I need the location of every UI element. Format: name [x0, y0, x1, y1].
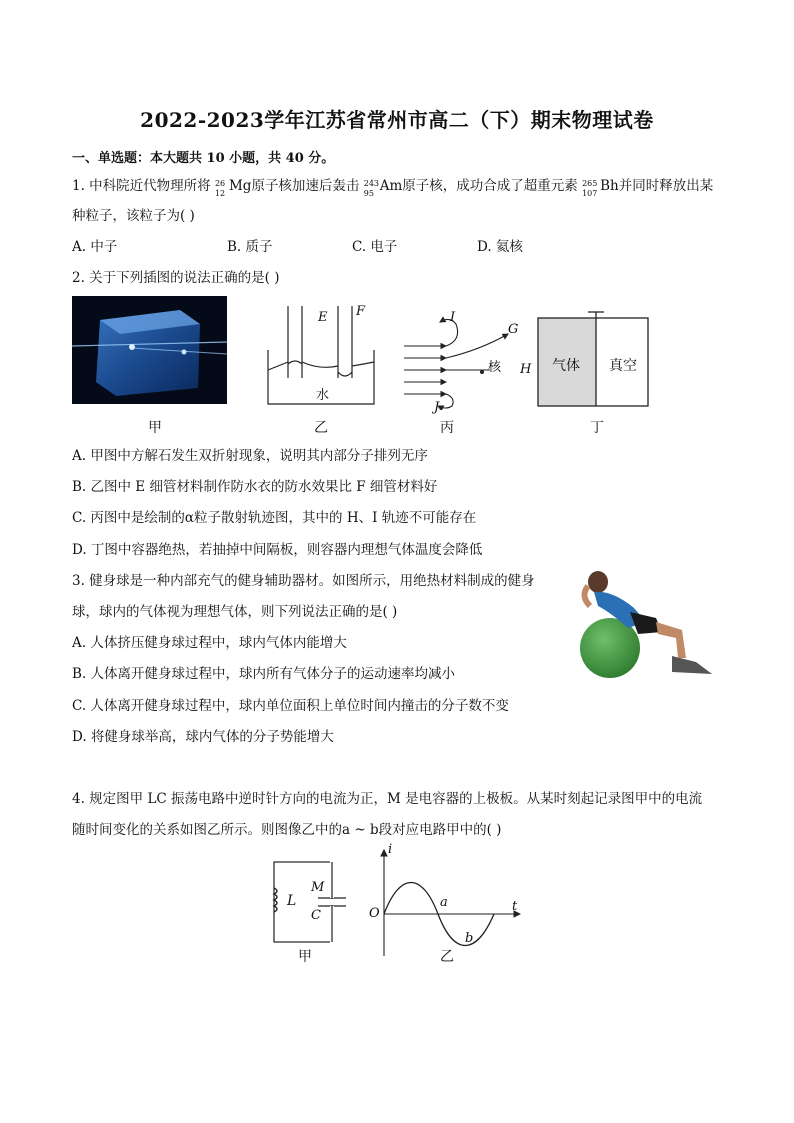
caption-yi: 乙: [314, 420, 328, 436]
label-m: M: [311, 880, 325, 895]
label-g: G: [508, 322, 519, 337]
caption-ding: 丁: [590, 420, 604, 436]
q1-stem-line1: [72, 176, 713, 196]
q1-options: [72, 237, 722, 257]
label-nucleus: 核: [488, 360, 502, 375]
q2-option-a[interactable]: A. 甲图中方解石发生双折射现象，说明其内部分子排列无序: [72, 448, 428, 464]
q1-option-a[interactable]: A. 中子: [72, 239, 118, 255]
caption-yi-4: 乙: [440, 949, 454, 965]
q2-option-b[interactable]: B. 乙图中 E 细管材料制作防水衣的防水效果比 F 细管材料好: [72, 479, 438, 495]
q1-option-b[interactable]: B. 质子: [227, 239, 273, 255]
q1-option-c[interactable]: C. 电子: [352, 239, 398, 255]
page-title: 2022-2023学年江苏省常州市高二（下）期末物理试卷: [140, 108, 654, 132]
q2-option-d[interactable]: D. 丁图中容器绝热，若抽掉中间隔板，则容器内理想气体温度会降低: [72, 542, 483, 558]
q4-stem-line1: 4. 规定图甲 LC 振荡电路中逆时针方向的电流为正，M 是电容器的上极板。从某时刻起记录图甲中的电流: [72, 791, 703, 807]
am-nuclide: 243 95: [363, 179, 380, 198]
section-heading: 一、单选题：本大题共 10 小题，共 40 分。: [72, 151, 335, 166]
caption-jia-4: 甲: [298, 949, 312, 965]
axis-label-i: i: [388, 842, 393, 857]
origin-label: O: [369, 906, 380, 921]
label-l: L: [287, 893, 297, 909]
mg-nuclide: 26 12: [214, 179, 226, 198]
axis-label-t: t: [512, 899, 518, 914]
label-water: 水: [316, 388, 330, 403]
label-vacuum: 真空: [609, 358, 637, 374]
label-h: H: [520, 362, 532, 377]
bh-nuclide: 265 107: [582, 179, 598, 198]
q1-text-c: 原子核，成功合成了超重元素: [402, 178, 578, 194]
label-i: I: [450, 310, 456, 325]
q1-text-d: 并同时释放出某: [618, 178, 714, 194]
bh-symbol: Bh: [600, 178, 619, 194]
q3-option-b[interactable]: B. 人体离开健身球过程中，球内所有气体分子的运动速率均减小: [72, 666, 456, 682]
label-gas: 气体: [552, 358, 580, 374]
q3-option-c[interactable]: C. 人体离开健身球过程中，球内单位面积上单位时间内撞击的分子数不变: [72, 698, 509, 714]
q3-option-d[interactable]: D. 将健身球举高，球内气体的分子势能增大: [72, 729, 334, 745]
caption-bing: 丙: [440, 420, 454, 436]
label-j: J: [434, 400, 440, 415]
q4-stem-line2: 随时间变化的关系如图乙所示。则图像乙中的a ~ b段对应电路甲中的( ): [72, 822, 502, 838]
q1-text-a: 1. 中科院近代物理所将: [72, 178, 211, 194]
am-symbol: Am: [379, 178, 403, 194]
q2-stem: 2. 关于下列插图的说法正确的是( ): [72, 270, 280, 286]
q3-stem-line1: 3. 健身球是一种内部充气的健身辅助器材。如图所示，用绝热材料制成的健身: [72, 573, 535, 589]
point-label-b: b: [465, 931, 474, 946]
q3-option-a[interactable]: A. 人体挤压健身球过程中，球内气体内能增大: [72, 635, 347, 651]
lc-circuit-figure: [268, 858, 348, 948]
q2-option-c[interactable]: C. 丙图中是绘制的α粒子散射轨迹图，其中的 H、I 轨迹不可能存在: [72, 510, 477, 526]
q1-stem-line2: 种粒子，该粒子为( ): [72, 208, 195, 224]
caption-jia: 甲: [148, 420, 162, 436]
q1-option-d[interactable]: D. 氦核: [477, 239, 523, 255]
point-label-a: a: [440, 895, 448, 910]
calcite-crystal-image: [72, 296, 227, 404]
label-c: C: [311, 908, 321, 923]
mg-symbol: Mg: [228, 178, 252, 194]
q3-stem-line2: 球，球内的气体视为理想气体，则下列说法正确的是( ): [72, 604, 398, 620]
q1-text-b: 原子核加速后轰击: [251, 178, 360, 194]
label-e: E: [318, 310, 328, 325]
label-f: F: [356, 304, 366, 319]
fitness-ball-image: [572, 566, 722, 684]
